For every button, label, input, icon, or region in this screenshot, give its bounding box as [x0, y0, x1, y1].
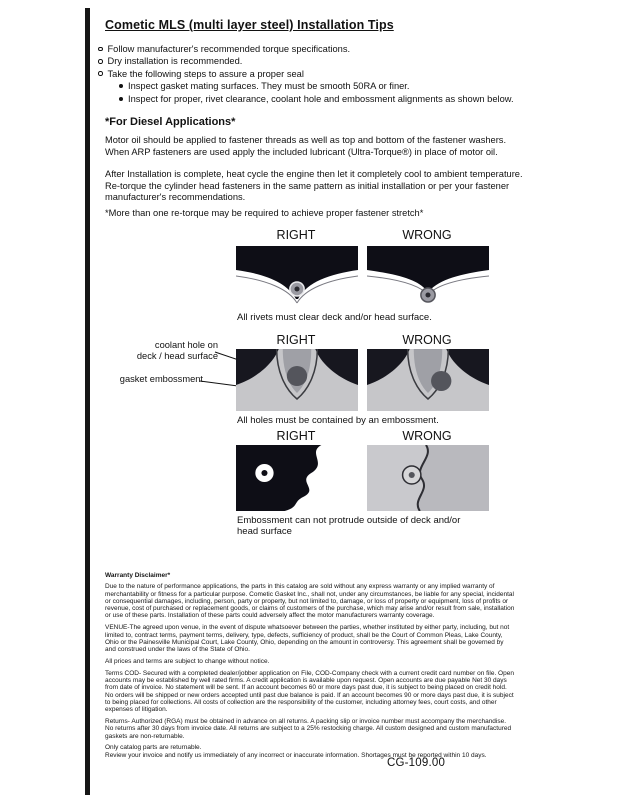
catalog-parts-line: Only catalog parts are returnable.	[105, 744, 202, 752]
coolant-hole-label-line2: deck / head surface	[136, 350, 218, 361]
tip-text: Take the following steps to assure a proper seal	[107, 68, 304, 79]
embossment-wrong-diagram	[367, 445, 489, 511]
filled-bullet-icon	[119, 84, 123, 88]
diesel-paragraph-2: After Installation is complete, heat cycle the engine then let it completely cool to ambient temperature. Re-torque the cylinder head fasteners in the same pattern as initial installation or per your fastener manufacturer's recommendations.	[105, 169, 523, 203]
venue-paragraph: VENUE-The agreed upon venue, in the event of dispute whatsoever between the parties, whether instituted by either party, including, but not limited to, contract terms, payment terms, delivery, type, defects, sufficiency of product, shall be the Court of Common Pleas, Lake County, Ohio or the Painesville Municipal Court, Lake County, Ohio, depending on the amount in controversy. This agreement shall be governed by and construed under the laws of the State of Ohio.	[105, 624, 510, 654]
row2-caption: All holes must be contained by an embossment.	[237, 415, 439, 426]
right-header-row1: RIGHT	[276, 228, 316, 242]
tip-text: Dry installation is recommended.	[107, 56, 243, 67]
row1-caption: All rivets must clear deck and/or head surface.	[237, 312, 432, 323]
left-border-bar	[85, 8, 90, 795]
embossment-right-diagram	[236, 445, 358, 511]
prices-paragraph: All prices and terms are subject to change without notice.	[105, 657, 270, 665]
tip-text: Follow manufacturer's recommended torque specifications.	[107, 44, 351, 54]
right-header-row2: RIGHT	[276, 333, 316, 347]
right-header-row3: RIGHT	[276, 429, 316, 443]
rivet-wrong-diagram	[367, 246, 489, 308]
row3-caption: Embossment can not protrude outside of deck and/or head surface	[237, 515, 461, 537]
tips-list	[98, 43, 538, 105]
terms-paragraph: Terms COD- Secured with a completed dealer/jobber application on File, COD-Company check with a current credit card number on file. Open accounts may be established by well rated firms. A credit application is available upon request. Open accounts are due payable Net 30 days from date of invoice. No statement will be sent. If an account becomes 60 or more days past due, it is subject to being placed on credit hold. No orders will be shipped or new orders accepted until past due balance is paid. If an account becomes 90 or more days past due, it is subject to being placed for collections. All costs of collection are the responsibility of the customer, including attorney fees, court costs, and other expenses of litigation.	[105, 669, 514, 714]
warranty-disclaimer-heading: Warranty Disclaimer*	[105, 572, 171, 579]
list-item	[98, 43, 538, 55]
returns-paragraph: Returns- Authorized (RGA) must be obtained in advance on all returns. A packing slip or invoice number must accompany the merchandise. No returns after 30 days from invoice date. All returns are subject to a 25% restocking charge. All custom designed and custom manufactured gaskets are non-returnable.	[105, 718, 512, 740]
wrong-header-row2: WRONG	[402, 333, 452, 347]
page-title: Cometic MLS (multi layer steel) Installation Tips	[105, 18, 394, 32]
gasket-embossment-label: gasket embossment	[119, 374, 203, 384]
diesel-applications-heading: *For Diesel Applications*	[105, 116, 236, 128]
wrong-header-row1: WRONG	[402, 228, 452, 242]
diesel-paragraph-1: Motor oil should be applied to fastener threads as well as top and bottom of the fastener washers. When ARP fasteners are used apply the included lubricant (Ultra-Torque®) in place of motor oil.	[105, 135, 507, 157]
list-item	[98, 80, 538, 92]
tip-text: Inspect for proper, rivet clearance, coolant hole and embossment alignments as shown below.	[128, 93, 514, 104]
retorque-note: *More than one re-torque may be required to achieve proper fastener stretch*	[105, 208, 424, 218]
coolant-hole-label-line1: coolant hole on	[154, 340, 218, 350]
page-code: CG-109.00	[387, 757, 446, 769]
open-bullet-icon	[98, 47, 103, 52]
coolant-wrong-diagram	[367, 349, 489, 411]
warranty-paragraph: Due to the nature of performance applications, the parts in this catalog are sold without any express warranty or any implied warranty of merchantability or fitness for a particular purpose. Cometic Gasket Inc., shall not, under any circumstances, be liable for any special, incidental or consequential damages, including, person, party or property, but not limited to, damage, or loss of property or equipment, loss of profits or revenue, cost of purchased or replacement goods, or claims of customers of the purchase, which may arise and/or result from sale, installation or use of these parts. Installation of these parts could adversely affect the motor manufacturers warranty coverage.	[105, 583, 515, 620]
list-item	[98, 55, 538, 67]
wrong-header-row3: WRONG	[402, 429, 452, 443]
list-item	[98, 68, 538, 80]
rivet-right-diagram	[236, 246, 358, 308]
open-bullet-icon	[98, 59, 103, 64]
review-invoice-line: Review your invoice and notify us immediately of any incorrect or inaccurate information. Shortages must be reported within 10 days.	[105, 751, 487, 759]
filled-bullet-icon	[119, 97, 123, 101]
coolant-right-diagram	[236, 349, 358, 411]
legal-section	[105, 572, 515, 764]
list-item	[98, 93, 538, 105]
open-bullet-icon	[98, 71, 103, 76]
tip-text: Inspect gasket mating surfaces. They must be smooth 50RA or finer.	[128, 81, 410, 92]
